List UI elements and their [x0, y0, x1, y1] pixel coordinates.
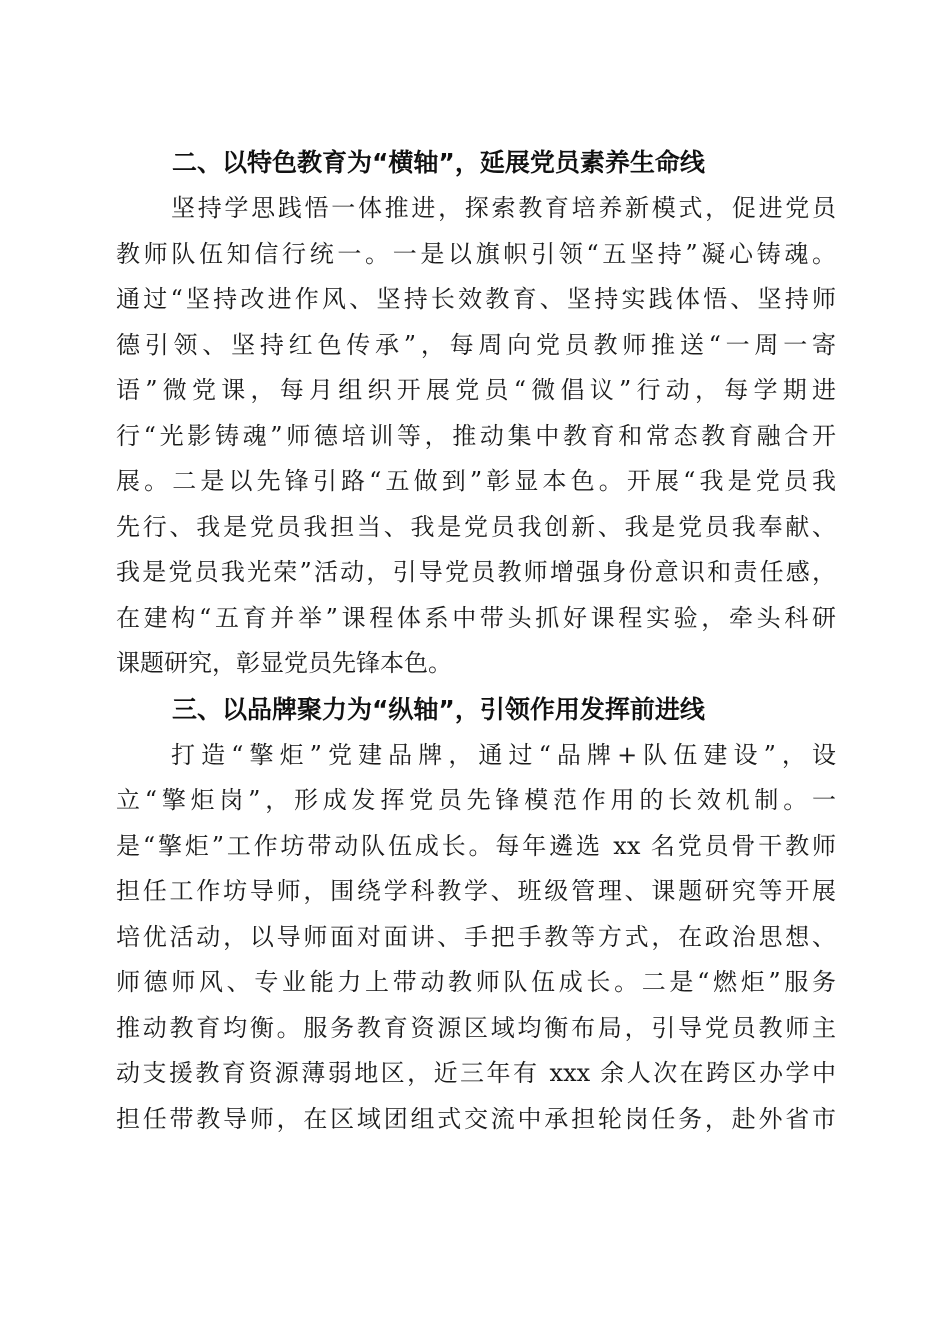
- paragraph-line: 培优活动，以导师面对面讲、手把手教等方式，在政治思想、: [116, 922, 836, 951]
- paragraph-line: 行“光影铸魂”师德培训等，推动集中教育和常态教育融合开: [116, 421, 836, 450]
- paragraph-line: 推动教育均衡。服务教育资源区域均衡布局，引导党员教师主: [116, 1013, 836, 1042]
- paragraph-line: 先行、我是党员我担当、我是党员我创新、我是党员我奉献、: [116, 512, 836, 541]
- paragraph-line: 教师队伍知信行统一。一是以旗帜引领“五坚持”凝心铸魂。: [116, 239, 836, 268]
- paragraph-line: 在建构“五育并举”课程体系中带头抓好课程实验，牵头科研: [116, 603, 836, 632]
- paragraph-line: 坚持学思践悟一体推进，探索教育培养新模式，促进党员: [171, 194, 836, 222]
- paragraph-line: 德引领、坚持红色传承”，每周向党员教师推送“一周一寄: [116, 330, 836, 359]
- paragraph-line: 语”微党课，每月组织开展党员“微倡议”行动，每学期进: [116, 376, 836, 404]
- section-3-paragraph: [116, 733, 836, 1143]
- document-body: [116, 140, 836, 1142]
- paragraph-line: 是“擎炬”工作坊带动队伍成长。每年遴选 xx 名党员骨干教师: [116, 831, 836, 860]
- section-2-heading: 二、以特色教育为“横轴”，延展党员素养生命线: [172, 148, 705, 177]
- paragraph-line: 动支援教育资源薄弱地区，近三年有 xxx 余人次在跨区办学中: [116, 1059, 836, 1087]
- paragraph-line: 通过“坚持改进作风、坚持长效教育、坚持实践体悟、坚持师: [116, 285, 836, 313]
- paragraph-line: 担任带教导师，在区域团组式交流中承担轮岗任务，赴外省市: [116, 1104, 836, 1133]
- paragraph-line: 师德师风、专业能力上带动教师队伍成长。二是“燃炬”服务: [116, 968, 836, 996]
- paragraph-line: 打造“擎炬”党建品牌，通过“品牌+队伍建设”，设: [171, 740, 836, 769]
- paragraph-line: 担任工作坊导师，围绕学科教学、班级管理、课题研究等开展: [116, 877, 836, 905]
- paragraph-line: 课题研究，彰显党员先锋本色。: [116, 649, 452, 677]
- section-3-heading: 三、以品牌聚力为“纵轴”，引领作用发挥前进线: [172, 694, 705, 724]
- paragraph-line: 我是党员我光荣”活动，引导党员教师增强身份意识和责任感，: [116, 558, 836, 586]
- paragraph-line: 展。二是以先锋引路“五做到”彰显本色。开展“我是党员我: [116, 467, 836, 495]
- paragraph-line: 立“擎炬岗”，形成发挥党员先锋模范作用的长效机制。一: [116, 786, 836, 814]
- section-2-paragraph: [116, 186, 836, 687]
